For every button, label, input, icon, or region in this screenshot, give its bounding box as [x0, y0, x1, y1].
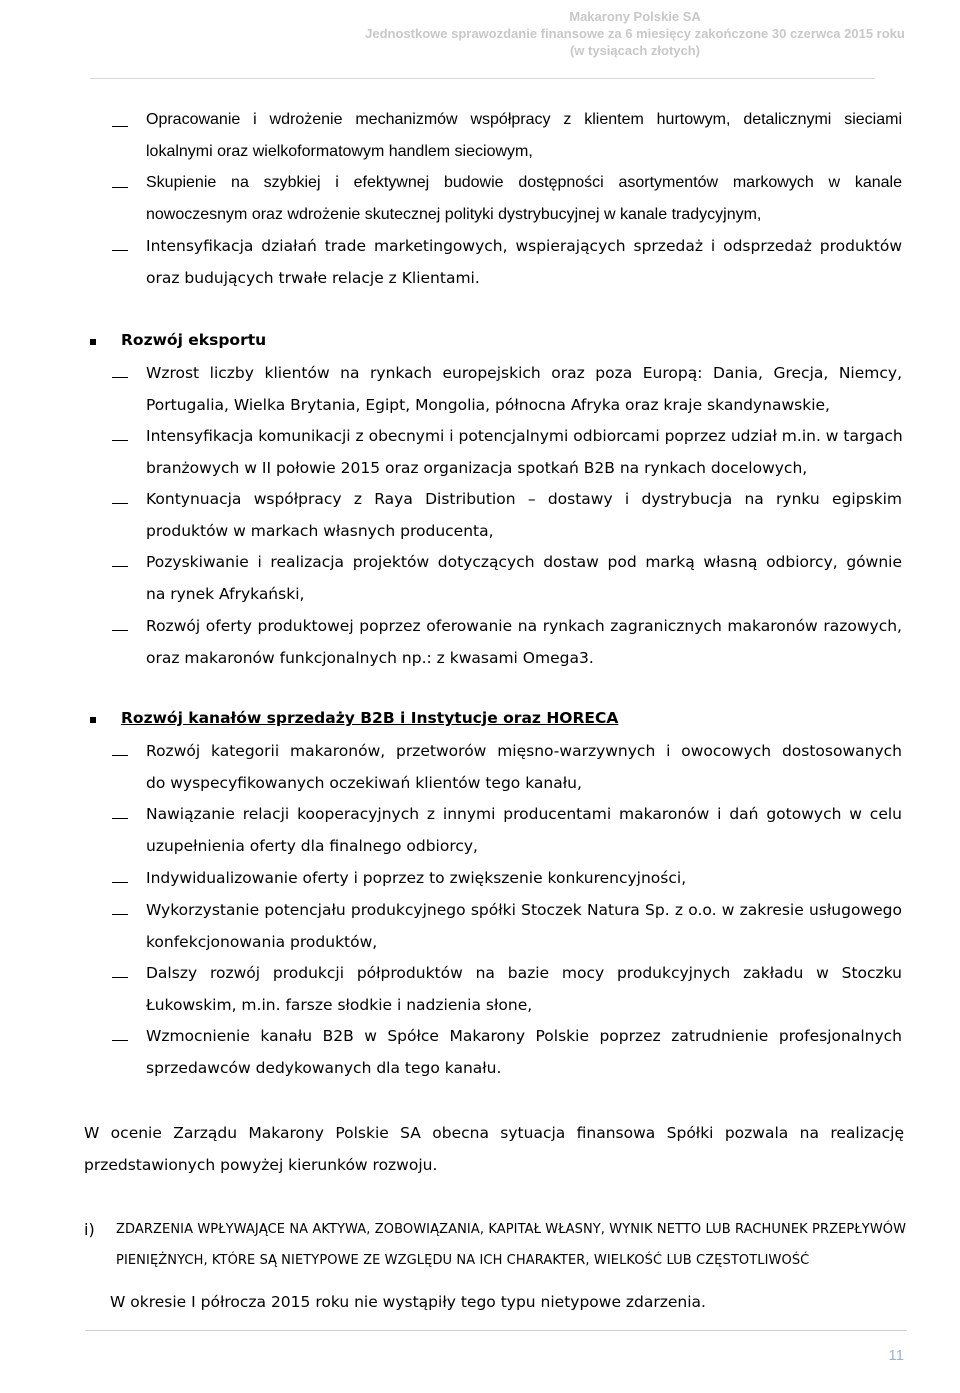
list-item: Rozwój oferty produktowej poprzez oferowanie na rynkach zagranicznych makaronów razowych,	[146, 617, 902, 635]
dash-bullet	[112, 977, 128, 978]
note-heading: ZDARZENIA WPŁYWAJĄCE NA AKTYWA, ZOBOWIĄZANIA, KAPITAŁ WŁASNY, WYNIK NETTO LUB RACHUNEK PRZEPŁYWÓW	[116, 1222, 907, 1237]
list-item-cont: konfekcjonowania produktów,	[146, 933, 378, 951]
list-item-cont: do wyspecyfikowanych oczekiwań klientów tego kanału,	[146, 774, 582, 792]
header-divider	[90, 78, 875, 79]
page-number: 11	[888, 1347, 904, 1364]
list-item-cont: na rynek Afrykański,	[146, 585, 305, 603]
list-item: Intensyfikacja komunikacji z obecnymi i potencjalnymi odbiorcami poprzez udział m.in. w targach	[146, 427, 903, 445]
dash-bullet	[112, 187, 128, 188]
list-item: Rozwój kategorii makaronów, przetworów mięsno-warzywnych i owocowych dostosowanych	[146, 742, 902, 760]
dash-bullet	[112, 440, 128, 441]
square-bullet-icon	[90, 717, 96, 723]
dash-bullet	[112, 914, 128, 915]
list-item: Wzmocnienie kanału B2B w Spółce Makarony Polskie poprzez zatrudnienie profesjonalnych	[146, 1027, 902, 1045]
header-unit: (w tysiącach złotych)	[569, 43, 701, 58]
dash-bullet	[112, 1040, 128, 1041]
list-item: Wykorzystanie potencjału produkcyjnego spółki Stoczek Natura Sp. z o.o. w zakresie usługowego	[146, 901, 902, 919]
dash-bullet	[112, 126, 128, 127]
section-heading-export: Rozwój eksportu	[121, 331, 267, 349]
dash-bullet	[112, 250, 128, 251]
section-heading-b2b: Rozwój kanałów sprzedaży B2B i Instytucje oraz HORECA	[121, 709, 619, 727]
list-item: Skupienie na szybkiej i efektywnej budowie dostępności asortymentów markowych w kanale	[146, 174, 902, 191]
list-item-cont: oraz makaronów funkcjonalnych np.: z kwasami Omega3.	[146, 649, 594, 667]
dash-bullet	[112, 882, 128, 883]
dash-bullet	[112, 755, 128, 756]
dash-bullet	[112, 377, 128, 378]
list-item-cont: Łukowskim, m.in. farsze słodkie i nadzienia słone,	[146, 996, 533, 1014]
list-item: Opracowanie i wdrożenie mechanizmów współpracy z klientem hurtowym, detalicznymi sieciami	[146, 111, 902, 128]
conclusion-paragraph-cont: przedstawionych powyżej kierunków rozwoju.	[84, 1156, 438, 1174]
note-body: W okresie I półrocza 2015 roku nie wystąpiły tego typu nietypowe zdarzenia.	[110, 1293, 706, 1311]
list-item: Nawiązanie relacji kooperacyjnych z innymi producentami makaronów i dań gotowych w celu	[146, 805, 902, 823]
dash-bullet	[112, 630, 128, 631]
list-item-cont: oraz budujących trwałe relacje z Klientami.	[146, 269, 480, 287]
footer-divider	[85, 1330, 907, 1331]
note-marker: i)	[84, 1220, 95, 1239]
list-item-cont: uzupełnienia oferty dla finalnego odbiorcy,	[146, 837, 478, 855]
list-item: Indywidualizowanie oferty i poprzez to zwiększenie konkurencyjności,	[146, 869, 687, 887]
list-item-cont: sprzedawców dedykowanych dla tego kanału.	[146, 1059, 502, 1077]
dash-bullet	[112, 566, 128, 567]
page-header	[310, 8, 960, 59]
list-item-cont: branżowych w II połowie 2015 oraz organizacja spotkań B2B na rynkach docelowych,	[146, 459, 808, 477]
list-item-cont: Portugalia, Wielka Brytania, Egipt, Mongolia, północna Afryka oraz kraje skandynawskie,	[146, 396, 830, 414]
list-item: Wzrost liczby klientów na rynkach europejskich oraz poza Europą: Dania, Grecja, Niemcy,	[146, 364, 902, 382]
list-item-cont: lokalnymi oraz wielkoformatowym handlem sieciowym,	[146, 143, 533, 160]
header-report: Jednostkowe sprawozdanie finansowe za 6 miesięcy zakończone 30 czerwca 2015 roku	[365, 26, 905, 41]
list-item: Pozyskiwanie i realizacja projektów dotyczących dostaw pod marką własną odbiorcy, gównie	[146, 553, 902, 571]
conclusion-paragraph: W ocenie Zarządu Makarony Polskie SA obecna sytuacja finansowa Spółki pozwala na realizację	[84, 1124, 904, 1142]
header-company: Makarony Polskie SA	[569, 9, 701, 24]
dash-bullet	[112, 503, 128, 504]
square-bullet-icon	[90, 339, 96, 345]
list-item-cont: nowoczesnym oraz wdrożenie skutecznej polityki dystrybucyjnej w kanale tradycyjnym,	[146, 206, 762, 223]
list-item: Dalszy rozwój produkcji półproduktów na bazie mocy produkcyjnych zakładu w Stoczku	[146, 964, 902, 982]
list-item: Kontynuacja współpracy z Raya Distribution – dostawy i dystrybucja na rynku egipskim	[146, 490, 902, 508]
note-heading-cont: PIENIĘŻNYCH, KTÓRE SĄ NIETYPOWE ZE WZGLĘDU NA ICH CHARAKTER, WIELKOŚĆ LUB CZĘSTOTLIWOŚĆ	[116, 1253, 810, 1268]
list-item-cont: produktów w markach własnych producenta,	[146, 522, 494, 540]
list-item: Intensyfikacja działań trade marketingowych, wspierających sprzedaż i odsprzedaż produktów	[146, 237, 902, 255]
dash-bullet	[112, 818, 128, 819]
